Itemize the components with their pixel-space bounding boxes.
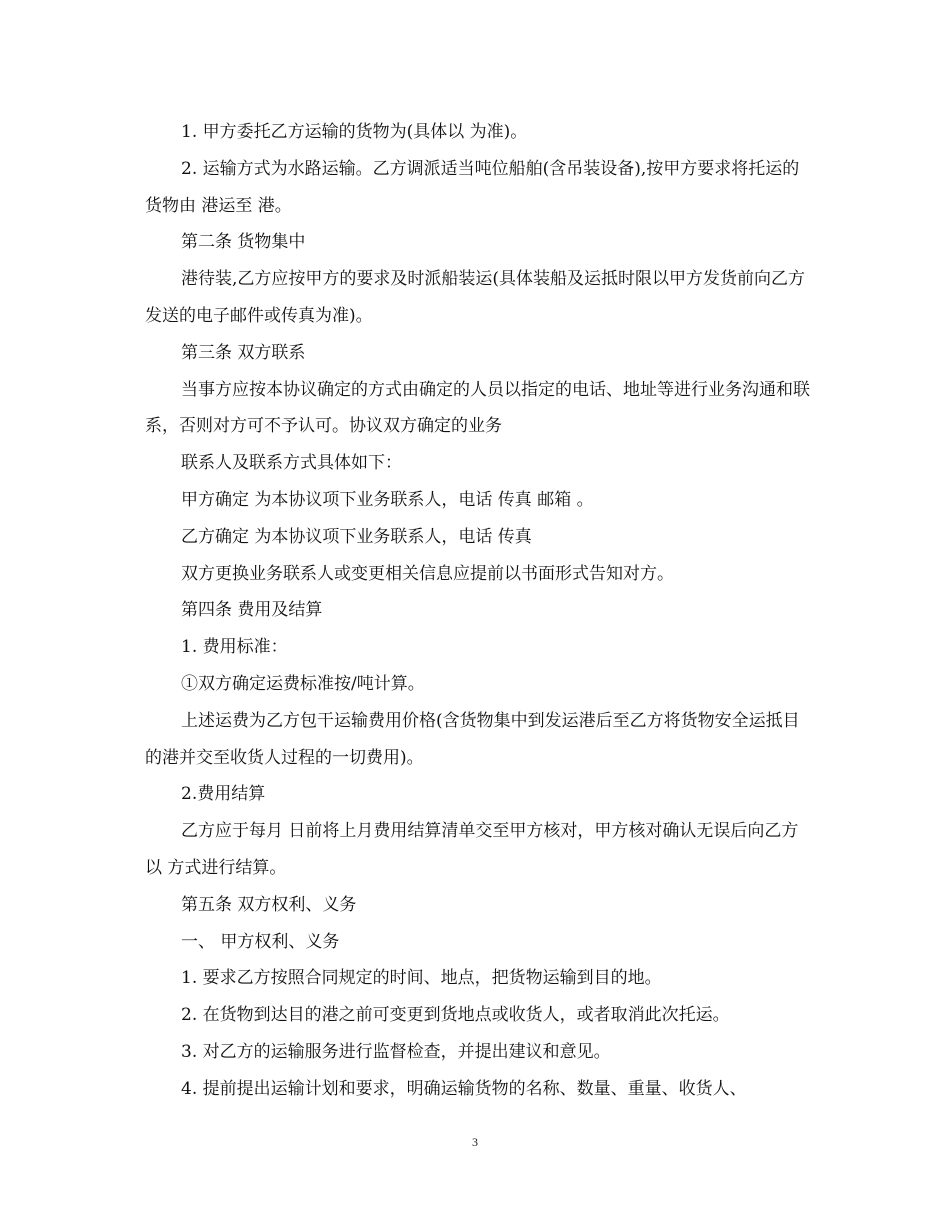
paragraph: 甲方确定 为本协议项下业务联系人，电话 传真 邮箱 。 [181, 489, 594, 510]
paragraph: 联系人及联系方式具体如下： [181, 453, 402, 474]
section-heading: 第二条 货物集中 [181, 232, 306, 253]
paragraph: 1. 要求乙方按照合同规定的时间、地点，把货物运输到目的地。 [181, 968, 662, 989]
section-heading: 第五条 双方权利、义务 [181, 894, 357, 915]
section-heading: 第三条 双方联系 [181, 342, 306, 363]
paragraph: 2. 运输方式为水路运输。乙方调派适当吨位船舶(含吊装设备),按甲方要求将托运的货物由 港运至 港。 [145, 158, 800, 216]
section-heading: 第四条 费用及结算 [181, 600, 323, 621]
paragraph: 港待装,乙方应按甲方的要求及时派船装运(具体装船及运抵时限以甲方发货前向乙方发送的电子邮件或传真为准)。 [145, 269, 806, 326]
paragraph: ①双方确定运费标准按/吨计算。 [181, 673, 425, 694]
paragraph: 2. 在货物到达目的港之前可变更到货地点或收货人，或者取消此次托运。 [181, 1005, 730, 1026]
paragraph: 一、 甲方权利、义务 [181, 931, 340, 952]
paragraph: 当事方应按本协议确定的方式由确定的人员以指定的电话、地址等进行业务沟通和联系，否则对方可不予认可。协议双方确定的业务 [145, 379, 810, 437]
paragraph: 上述运费为乙方包干运输费用价格(含货物集中到发运港后至乙方将货物安全运抵目的港并交至收货人过程的一切费用)。 [145, 710, 800, 768]
paragraph: 1. 甲方委托乙方运输的货物为(具体以 为准)。 [181, 122, 528, 142]
paragraph: 3. 对乙方的运输服务进行监督检查，并提出建议和意见。 [181, 1041, 611, 1062]
paragraph: 1. 费用标准： [181, 637, 288, 658]
document-body [145, 114, 810, 1108]
paragraph: 4. 提前提出运输计划和要求，明确运输货物的名称、数量、重量、收货人、 [181, 1078, 747, 1099]
paragraph: 乙方应于每月 日前将上月费用结算清单交至甲方核对，甲方核对确认无误后向乙方以 方式进行结算。 [145, 821, 799, 878]
paragraph: 2.费用结算 [181, 784, 266, 805]
paragraph: 双方更换业务联系人或变更相关信息应提前以书面形式告知对方。 [181, 563, 674, 584]
page-number: 3 [472, 1135, 478, 1149]
paragraph: 乙方确定 为本协议项下业务联系人，电话 传真 [181, 526, 532, 547]
